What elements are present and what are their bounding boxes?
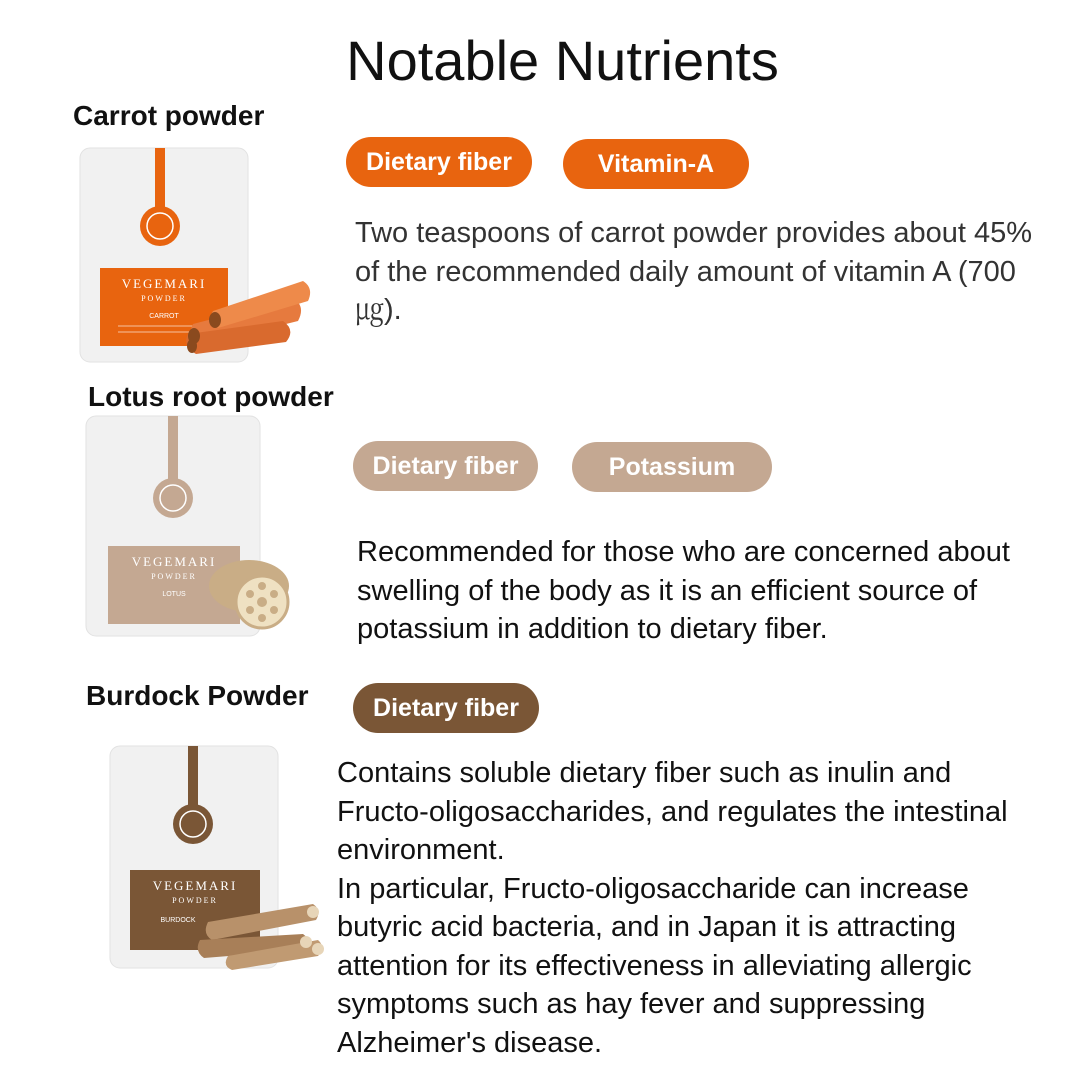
lotus-package-brand: VEGEMARI: [131, 554, 217, 569]
carrot-package-flavor: CARROT: [149, 313, 179, 320]
burdock-package-flavor: BURDOCK: [160, 917, 196, 924]
carrot-description: Two teaspoons of carrot powder provides about 45% of the recommended daily amount of vitamin A (700㎍).: [355, 217, 1033, 326]
burdock-description-paragraph-1: Contains soluble dietary fiber such as inulin and Fructo-oligosaccharides, and regulates the intestinal environment.: [337, 757, 1008, 866]
carrot-package-brand: VEGEMARI: [121, 276, 207, 291]
page-title: Notable Nutrients: [346, 29, 779, 92]
section-title-lotus: Lotus root powder: [88, 381, 334, 412]
badge-dietary-fiber: Dietary fiber: [346, 137, 532, 187]
lotus-package-image: [84, 414, 309, 642]
carrot-package-image: [78, 146, 313, 366]
carrot-package-type: POWDER: [141, 294, 187, 303]
lotus-package-type: POWDER: [151, 572, 197, 581]
burdock-package-brand: VEGEMARI: [152, 878, 238, 893]
burdock-description: [337, 754, 1047, 1062]
badge-dietary-fiber: Dietary fiber: [353, 683, 539, 733]
badge-dietary-fiber: Dietary fiber: [353, 441, 538, 491]
burdock-package-type: POWDER: [172, 896, 218, 905]
burdock-package-image: [108, 744, 328, 976]
lotus-description: Recommended for those who are concerned about swelling of the body as it is an efficient source of potassium in addition to dietary fiber.: [357, 536, 1010, 645]
badge-potassium: Potassium: [572, 442, 772, 492]
lotus-package-flavor: LOTUS: [162, 591, 186, 598]
section-title-burdock: Burdock Powder: [86, 680, 309, 711]
burdock-description-paragraph-2: In particular, Fructo-oligosaccharide can increase butyric acid bacteria, and in Japan it is attracting attention for its effectiveness in alleviating allergic symptoms such as hay fever and suppressing Alzheimer's disease.: [337, 872, 972, 1059]
section-title-carrot: Carrot powder: [73, 100, 265, 131]
badge-vitamin-a: Vitamin-A: [563, 139, 749, 189]
